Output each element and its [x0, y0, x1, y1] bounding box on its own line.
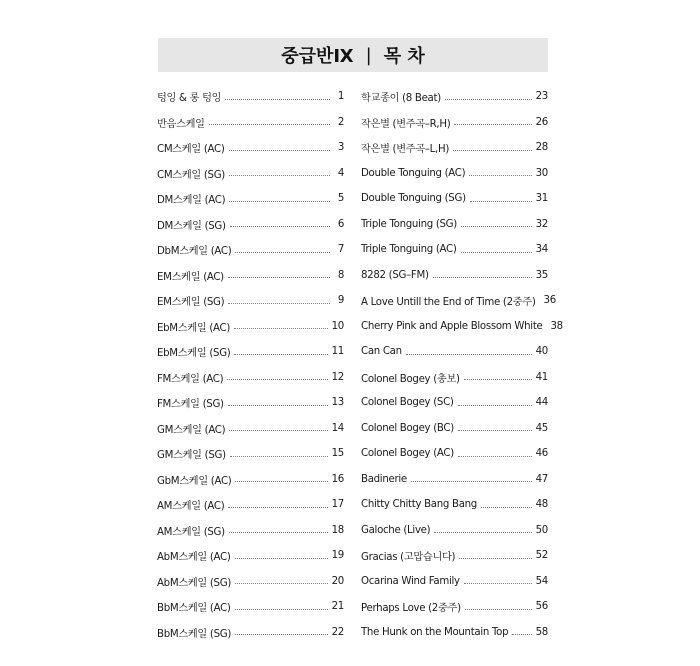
toc-entry[interactable]: [361, 263, 548, 289]
toc-entry[interactable]: [157, 288, 344, 314]
toc-entry[interactable]: [361, 518, 548, 544]
header-separator: |: [365, 44, 372, 66]
toc-entry-title: GbM스케일 (AC): [157, 475, 232, 487]
dot-leader: [228, 302, 330, 304]
toc-entry-title: GM스케일 (SG): [157, 450, 226, 462]
toc-entry[interactable]: [361, 110, 548, 136]
toc-entry-title: FM스케일 (AC): [157, 373, 224, 385]
dot-leader: [453, 149, 532, 151]
toc-entry-page: 38: [550, 320, 563, 332]
toc-entry[interactable]: [157, 110, 344, 136]
toc-entry-page: 44: [535, 397, 548, 409]
section-title: 목 차: [383, 46, 425, 67]
toc-entry-page: 48: [535, 499, 548, 511]
toc-entry-page: 17: [331, 499, 344, 511]
dot-leader: [235, 582, 328, 584]
dot-leader: [454, 123, 531, 125]
toc-entry-title: 학교종이 (8 Beat): [361, 93, 441, 105]
toc-entry-title: Perhaps Love (2중주): [361, 603, 461, 615]
toc-entry-page: 52: [535, 550, 548, 562]
toc-entry-title: CM스케일 (SG): [157, 169, 225, 181]
dot-leader: [234, 353, 327, 355]
toc-entry-page: 26: [535, 116, 548, 128]
toc-entry[interactable]: [157, 390, 344, 416]
toc-entry-title: FM스케일 (SG): [157, 399, 224, 411]
toc-entry-title: Badinerie: [361, 473, 407, 485]
toc-entry-page: 54: [535, 575, 548, 587]
toc-entry-page: 18: [331, 524, 344, 536]
toc-entry[interactable]: [157, 518, 344, 544]
toc-entry-page: 5: [337, 193, 344, 205]
toc-entry-title: AbM스케일 (AC): [157, 552, 231, 564]
book-title: 중급반Ⅸ: [281, 46, 354, 67]
toc-entry-title: DM스케일 (SG): [157, 220, 226, 232]
toc-entry-page: 10: [331, 320, 344, 332]
toc-entry-page: 2: [337, 116, 344, 128]
toc-entry-title: DbM스케일 (AC): [157, 246, 232, 258]
toc-entry-title: DM스케일 (AC): [157, 195, 226, 207]
toc-entry-title: Double Tonguing (SG): [361, 193, 466, 205]
toc-entry[interactable]: [157, 543, 344, 569]
toc-entry[interactable]: [361, 390, 548, 416]
toc-entry-title: EM스케일 (SG): [157, 297, 225, 309]
dot-leader: [464, 378, 532, 380]
dot-leader: [434, 531, 531, 533]
toc-entry-title: AM스케일 (AC): [157, 501, 225, 513]
toc-entry[interactable]: [361, 135, 548, 161]
dot-leader: [406, 353, 532, 355]
toc-entry[interactable]: [361, 237, 548, 263]
toc-entry[interactable]: [157, 135, 344, 161]
dot-leader: [433, 276, 532, 278]
toc-entry-page: 28: [535, 142, 548, 154]
toc-entry-title: Triple Tonguing (AC): [361, 244, 457, 256]
dot-leader: [465, 608, 532, 610]
toc-entry-page: 4: [337, 167, 344, 179]
toc-entry[interactable]: [361, 492, 548, 518]
toc-entry[interactable]: [361, 594, 548, 620]
toc-entry-page: 56: [535, 601, 548, 613]
toc-entry-page: 30: [535, 167, 548, 179]
toc-entry[interactable]: [361, 84, 548, 110]
dot-leader: [445, 98, 532, 100]
toc-entry[interactable]: [157, 212, 344, 238]
toc-entry-page: 9: [337, 295, 344, 307]
toc-entry-title: Double Tonguing (AC): [361, 167, 466, 179]
toc-entry-title: 텅잉 & 롱 텅잉: [157, 93, 222, 105]
dot-leader: [458, 404, 532, 406]
toc-column-left: [157, 84, 344, 645]
toc-entry-page: 20: [331, 575, 344, 587]
toc-entry-title: AbM스케일 (SG): [157, 577, 231, 589]
toc-entry[interactable]: [157, 186, 344, 212]
toc-entry-title: BbM스케일 (AC): [157, 603, 231, 615]
dot-leader: [469, 174, 531, 176]
toc-entry-page: 41: [535, 371, 548, 383]
dot-leader: [235, 557, 328, 559]
toc-entry-page: 40: [535, 346, 548, 358]
toc-entry-title: Chitty Chitty Bang Bang: [361, 499, 477, 511]
toc-entry-page: 50: [535, 524, 548, 536]
toc-entry[interactable]: [361, 339, 548, 365]
toc-entry-title: Colonel Bogey (SC): [361, 397, 454, 409]
dot-leader: [512, 633, 531, 635]
dot-leader: [235, 480, 327, 482]
dot-leader: [234, 327, 328, 329]
toc-entry-title: 작은별 (변주곡–R,H): [361, 118, 451, 130]
toc-entry-title: 작은별 (변주곡–L,H): [361, 144, 450, 156]
dot-leader: [229, 200, 330, 202]
toc-entry-title: Cherry Pink and Apple Blossom White: [361, 320, 543, 332]
toc-entry[interactable]: [361, 161, 548, 187]
dot-leader: [458, 455, 532, 457]
toc-entry-title: 반음스케일: [157, 118, 205, 130]
toc-entry-page: 58: [535, 626, 548, 638]
toc-entry[interactable]: [157, 365, 344, 391]
toc-entry[interactable]: [157, 467, 344, 493]
toc-entry-page: 36: [543, 295, 556, 307]
dot-leader: [230, 455, 328, 457]
dot-leader: [459, 557, 531, 559]
toc-entry-page: 7: [337, 244, 344, 256]
toc-entry-title: EM스케일 (AC): [157, 271, 224, 283]
toc-entry-page: 21: [331, 601, 344, 613]
toc-entry[interactable]: [157, 594, 344, 620]
toc-entry-title: The Hunk on the Mountain Top: [361, 626, 509, 638]
toc-entry[interactable]: [157, 416, 344, 442]
toc-entry-page: 1: [337, 91, 344, 103]
dot-leader: [235, 608, 328, 610]
toc-entry[interactable]: [157, 441, 344, 467]
toc-entry[interactable]: [157, 339, 344, 365]
toc-entry[interactable]: [157, 569, 344, 595]
toc-entry[interactable]: [361, 365, 548, 391]
toc-entry[interactable]: [361, 288, 556, 314]
toc-entry-page: 35: [535, 269, 548, 281]
dot-leader: [461, 225, 532, 227]
toc-entry-title: EbM스케일 (SG): [157, 348, 231, 360]
toc-entry[interactable]: [157, 314, 344, 340]
toc-entry-title: EbM스케일 (AC): [157, 322, 231, 334]
toc-entry-title: Colonel Bogey (AC): [361, 448, 454, 460]
toc-entry-page: 47: [535, 473, 548, 485]
toc-entry[interactable]: [361, 186, 548, 212]
toc-entry-page: 14: [331, 422, 344, 434]
toc-entry-title: BbM스케일 (SG): [157, 628, 232, 640]
toc-entry-title: A Love Untill the End of Time (2중주): [361, 297, 536, 309]
dot-leader: [229, 174, 330, 176]
toc-entry-page: 45: [535, 422, 548, 434]
dot-leader: [235, 633, 328, 635]
toc-entry[interactable]: [157, 161, 344, 187]
toc-column-right: [361, 84, 563, 645]
dot-leader: [229, 149, 330, 151]
toc-entry-page: 32: [535, 218, 548, 230]
toc-entry[interactable]: [157, 620, 344, 646]
toc-entry[interactable]: [361, 416, 548, 442]
toc-entry[interactable]: [157, 84, 344, 110]
toc-entry-title: Triple Tonguing (SG): [361, 218, 457, 230]
dot-leader: [228, 506, 327, 508]
dot-leader: [228, 276, 330, 278]
toc-entry-page: 11: [331, 346, 344, 358]
dot-leader: [470, 200, 532, 202]
toc-header: [158, 38, 548, 72]
toc-entry-title: Gracias (고맙습니다): [361, 552, 456, 564]
dot-leader: [229, 531, 328, 533]
toc-entry-page: 12: [331, 371, 344, 383]
dot-leader: [229, 429, 327, 431]
toc-entry-page: 31: [535, 193, 548, 205]
dot-leader: [235, 251, 330, 253]
toc-entry-title: AM스케일 (SG): [157, 526, 225, 538]
toc-entry-title: 8282 (SG–FM): [361, 269, 429, 281]
toc-entry-page: 13: [331, 397, 344, 409]
dot-leader: [481, 506, 532, 508]
toc-entry-page: 8: [337, 269, 344, 281]
toc-entry-page: 34: [535, 244, 548, 256]
toc-entry[interactable]: [361, 569, 548, 595]
toc-entry-title: Ocarina Wind Family: [361, 575, 460, 587]
toc-entry-page: 16: [331, 473, 344, 485]
dot-leader: [230, 225, 330, 227]
toc-entry[interactable]: [361, 467, 548, 493]
toc-entry[interactable]: [361, 620, 548, 646]
toc-entry[interactable]: [361, 441, 548, 467]
toc-entry[interactable]: [157, 492, 344, 518]
toc-entry-title: Can Can: [361, 346, 402, 358]
toc-entry-title: Galoche (Live): [361, 524, 431, 536]
toc-entry-title: Colonel Bogey (BC): [361, 422, 454, 434]
dot-leader: [461, 251, 532, 253]
toc-entry[interactable]: [157, 263, 344, 289]
toc-entry-page: 19: [331, 550, 344, 562]
toc-entry-page: 3: [337, 142, 344, 154]
toc-entry-title: GM스케일 (AC): [157, 424, 226, 436]
dot-leader: [411, 480, 532, 482]
dot-leader: [209, 123, 330, 125]
toc-entry[interactable]: [361, 314, 563, 340]
toc-entry[interactable]: [157, 237, 344, 263]
dot-leader: [458, 429, 532, 431]
dot-leader: [228, 404, 328, 406]
toc-entry-page: 15: [331, 448, 344, 460]
toc-entry-page: 23: [535, 91, 548, 103]
toc-entry-page: 22: [331, 626, 344, 638]
dot-leader: [225, 98, 330, 100]
toc-entry[interactable]: [361, 212, 548, 238]
toc-entry-page: 46: [535, 448, 548, 460]
dot-leader: [227, 378, 327, 380]
dot-leader: [464, 582, 532, 584]
toc-entry-title: CM스케일 (AC): [157, 144, 225, 156]
toc-entry[interactable]: [361, 543, 548, 569]
toc-entry-page: 6: [337, 218, 344, 230]
toc-entry-title: Colonel Bogey (총보): [361, 373, 460, 385]
